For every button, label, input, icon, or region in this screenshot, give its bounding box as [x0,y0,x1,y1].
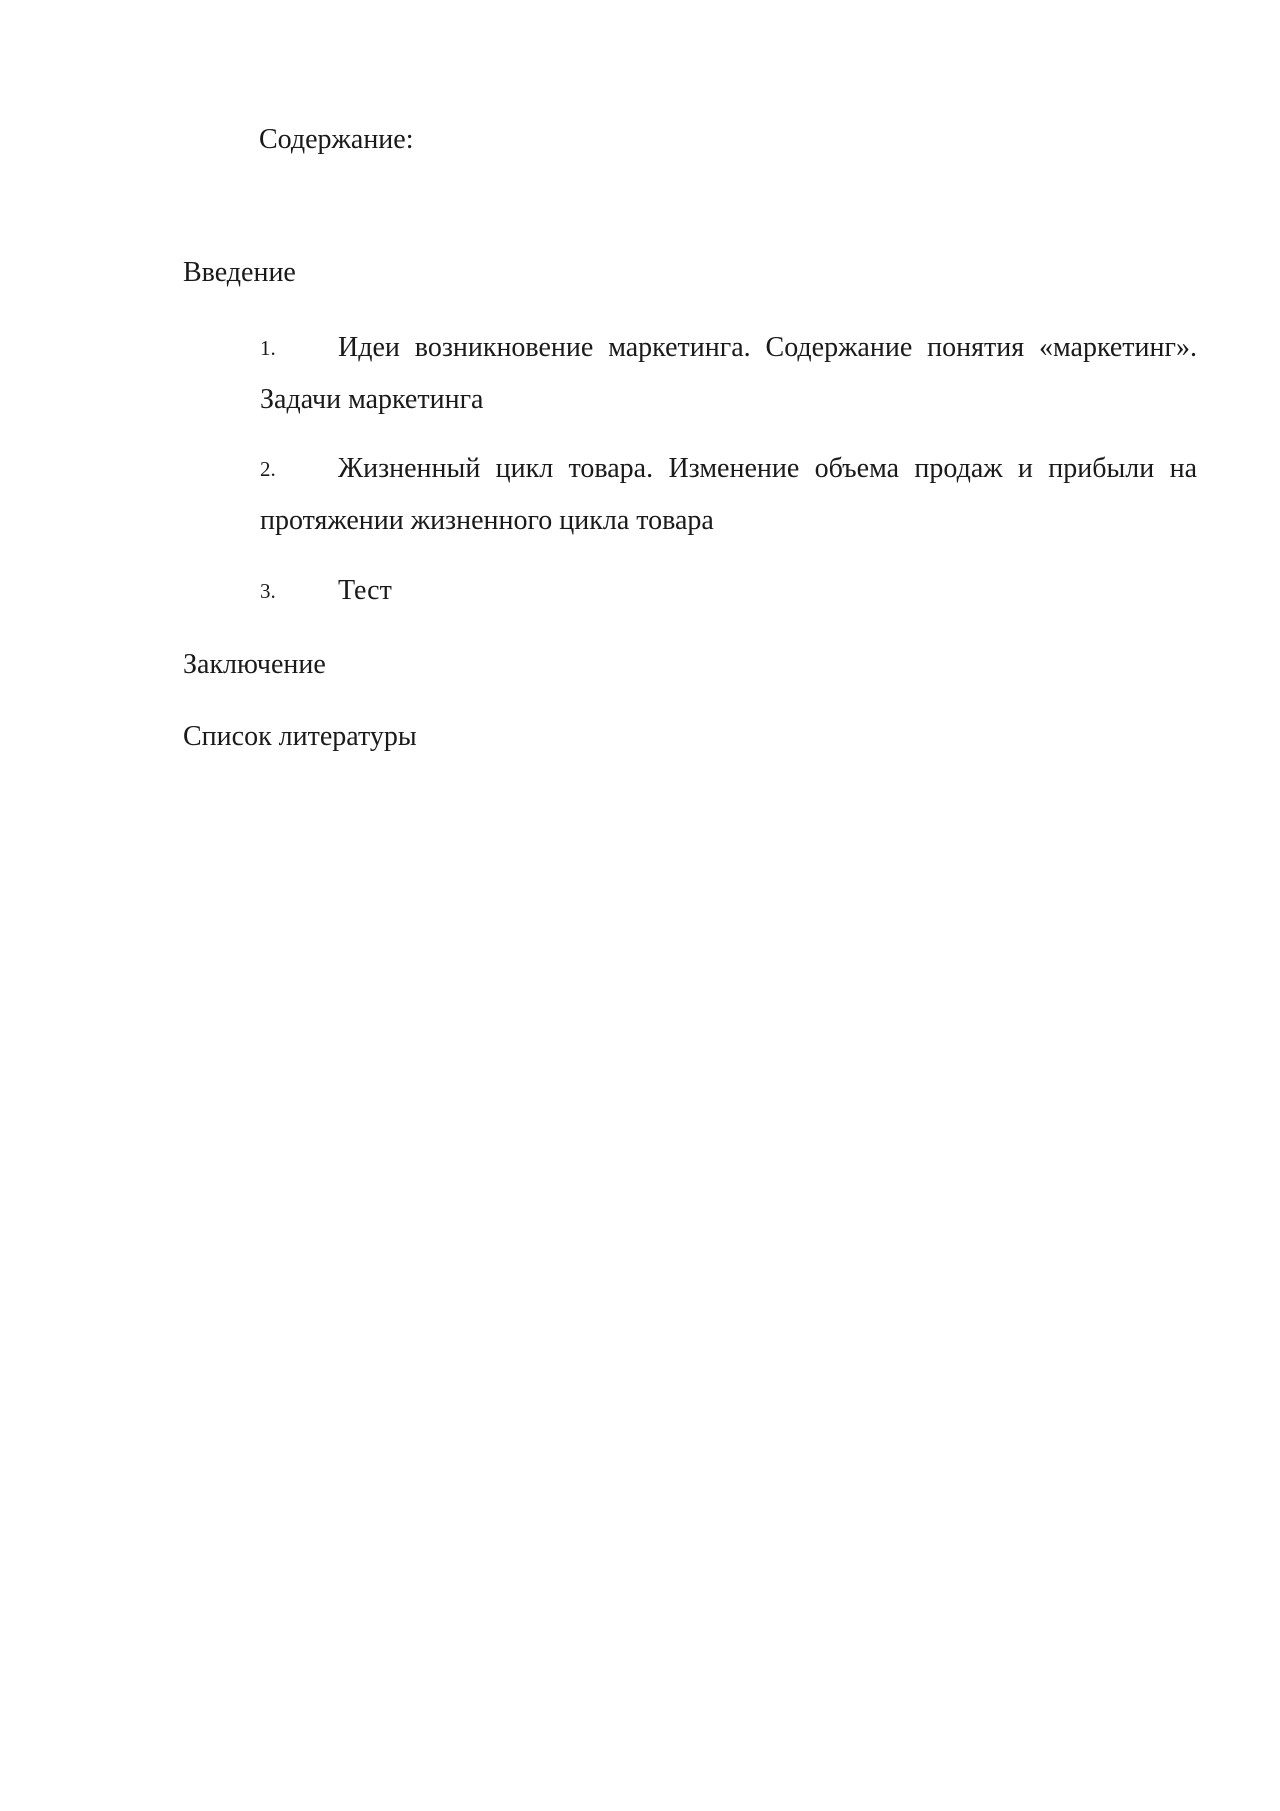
toc-item-number: 2. [260,457,276,481]
toc-heading: Содержание: [259,124,414,155]
toc-item-number: 1. [260,336,276,360]
toc-item-2 [260,443,1197,547]
toc-entry-bibliography: Список литературы [183,721,417,752]
toc-item-number: 3. [260,579,276,603]
toc-item-text: Жизненный цикл товара. Изменение объема продаж и прибыли на протяжении жизненного цикла товара [260,453,1197,536]
toc-item-text: Идеи возникновение маркетинга. Содержание понятия «маркетинг». Задачи маркетинга [260,332,1197,415]
toc-item-3 [260,565,1197,617]
toc-entry-conclusion: Заключение [183,649,326,680]
toc-entry-introduction: Введение [183,257,296,288]
toc-item-text: Тест [338,575,392,606]
toc-item-1 [260,322,1197,426]
